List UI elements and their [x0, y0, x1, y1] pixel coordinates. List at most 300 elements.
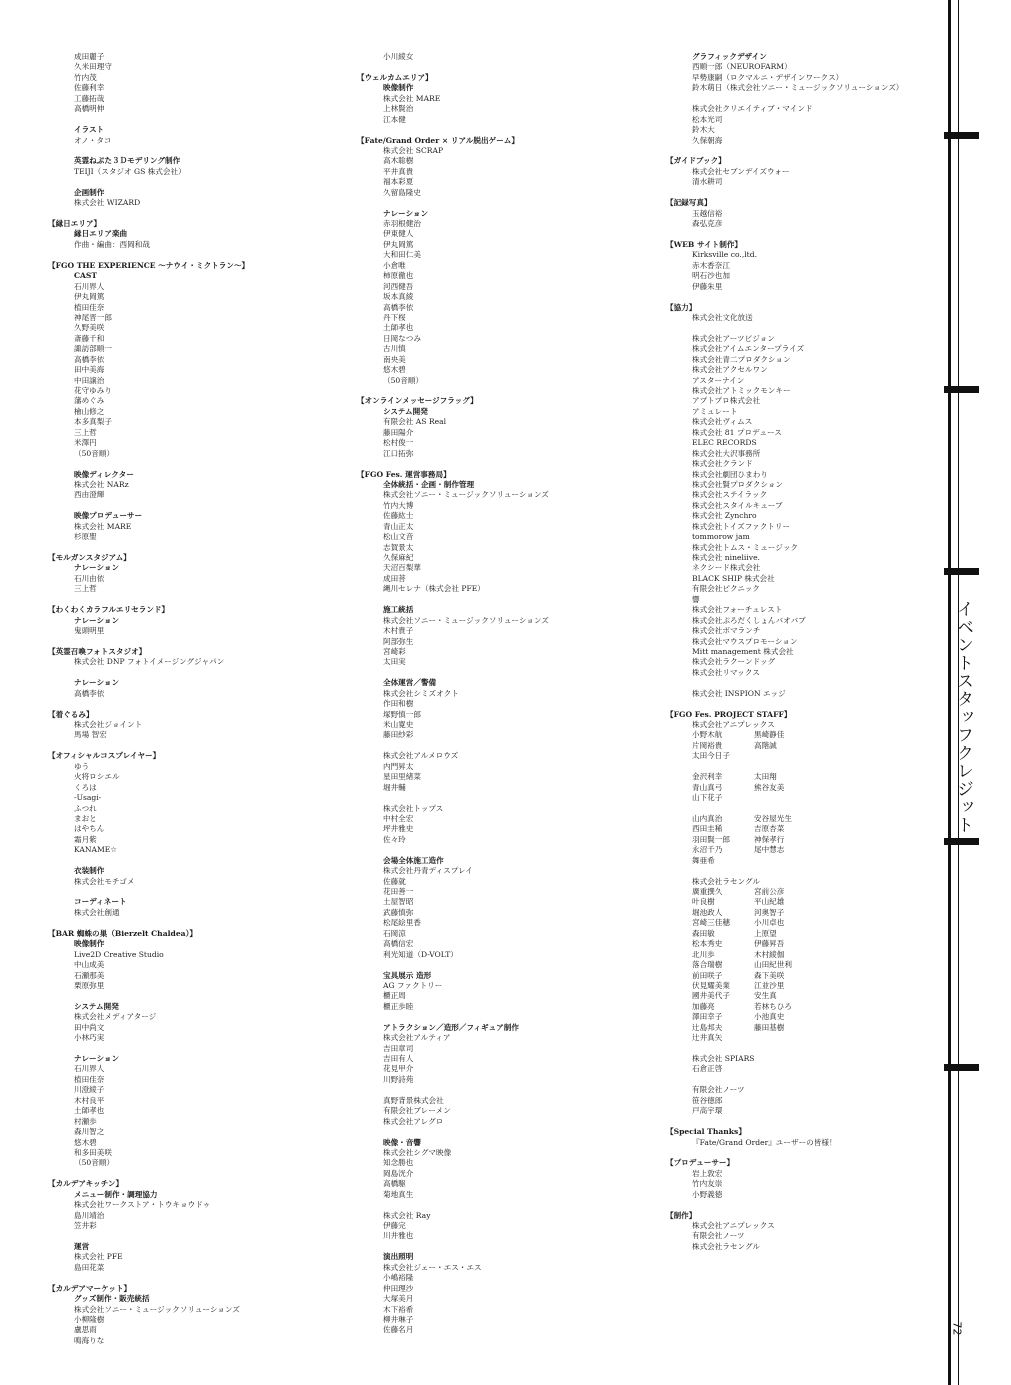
- credit-line: 石川由依: [74, 573, 105, 583]
- credit-line: 志賀景太: [383, 542, 414, 552]
- credit-line: 中山成美: [74, 960, 105, 970]
- credit-line: 馬場 智宏: [74, 730, 107, 740]
- spacer: [357, 459, 657, 469]
- section-heading: 【モルガンスタジアム】: [48, 553, 131, 562]
- credit-line: 久保朝海: [692, 135, 723, 145]
- credit-line: 伊藤朱里: [692, 281, 723, 291]
- role-heading: コーディネート: [74, 897, 127, 907]
- spacer: [357, 1012, 657, 1022]
- credit-line: 石倉正啓: [692, 1064, 723, 1074]
- credit-name-pair: [666, 845, 938, 855]
- credit-name-pair: [666, 730, 938, 740]
- credit-line: 株式会社ぷろだくしょんバオバブ: [692, 615, 806, 625]
- credit-line: KANAME☆: [74, 845, 118, 855]
- section-heading: 【英霊召喚フォトスタジオ】: [48, 646, 147, 656]
- credit-line: 上林賢治: [383, 104, 414, 114]
- role-heading: 企画制作: [74, 187, 105, 197]
- credit-name: 藤田基樹: [754, 1022, 785, 1032]
- credit-line: 株式会社ラセングル: [692, 876, 760, 886]
- credit-line: 株式会社アルメロウズ: [383, 751, 459, 761]
- credit-line: 株式会社創通: [74, 907, 120, 917]
- section-heading: 【FGO Fes. PROJECT STAFF】: [666, 709, 792, 719]
- credit-name: 西田圭稀: [692, 824, 723, 834]
- credit-line: 武藤慎弥: [383, 907, 414, 917]
- spacer: [357, 1085, 657, 1095]
- credit-line: 株式会社ソニー・ミュージックソリューションズ: [383, 615, 549, 625]
- credit-line: 河西健吾: [383, 281, 414, 291]
- credit-name-pair: [666, 783, 938, 793]
- credit-line: 小倉唯: [383, 260, 406, 270]
- credit-line: 株式会社アトミックモンキー: [692, 386, 791, 395]
- credit-name: 青山真弓: [692, 782, 723, 792]
- credit-line: 菊地真生: [383, 1189, 414, 1199]
- credit-line: 作田和樹: [383, 699, 414, 709]
- credit-line: 佐藤利幸: [74, 83, 105, 93]
- role-heading: 英霊ねぷた３Ｄモデリング制作: [74, 156, 181, 166]
- credit-name: 上原望: [754, 928, 777, 938]
- credit-line: 栗原弥里: [74, 980, 105, 990]
- credit-line: 花見甲介: [383, 1064, 414, 1074]
- credit-name-pair: [666, 929, 938, 939]
- credit-line: 土師孝也: [74, 1106, 105, 1116]
- credit-line: 有限会社ピクニック: [692, 584, 760, 594]
- credit-line: 株式会社アクセルワン: [692, 365, 768, 375]
- role-heading: 運営: [74, 1241, 90, 1251]
- role-heading: ナレーション: [74, 563, 120, 573]
- credit-line: 赤木香奈江: [692, 260, 730, 270]
- section-heading: 【カルデアキッチン】: [48, 1179, 124, 1189]
- credit-line: 株式会社ジョイント: [74, 720, 143, 729]
- spacer: [48, 741, 338, 751]
- role-heading: システム開発: [383, 406, 428, 416]
- role-heading: システム開発: [74, 1001, 119, 1011]
- spacer: [48, 1044, 338, 1054]
- spacer: [666, 1044, 938, 1054]
- credit-name: 片岡裕貴: [692, 740, 723, 750]
- credit-line: （50音順）: [383, 375, 424, 385]
- section-heading: 【FGO Fes. 運営事務局】: [357, 469, 451, 479]
- credit-line: 株式会社丹青ディスプレイ: [383, 866, 473, 876]
- credit-line: 村瀬歩: [74, 1116, 97, 1126]
- spacer: [48, 115, 338, 125]
- credit-line: 松山文音: [383, 532, 414, 542]
- credit-line: 米山寛史: [383, 720, 414, 729]
- credit-line: 宮崎彩: [383, 646, 406, 656]
- credit-name-pair: [666, 1023, 938, 1033]
- credit-line: 松尾絵里香: [383, 918, 421, 928]
- rail-tab: [944, 386, 979, 393]
- spacer: [666, 94, 938, 104]
- credit-line: 作曲・編曲：西岡和哉: [74, 239, 150, 249]
- credit-name-pair: [666, 1012, 938, 1022]
- spacer: [666, 1148, 938, 1158]
- credit-line: 悠木碧: [383, 365, 406, 375]
- credit-line: 株式会社ラセングル: [692, 1241, 760, 1251]
- credit-name: 江並沙里: [754, 980, 785, 990]
- credit-name-pair: [666, 824, 938, 834]
- credit-line: 舞亜希: [692, 855, 715, 865]
- credit-line: 江本健: [383, 114, 406, 124]
- credit-line: 株式会社 WIZARD: [74, 198, 141, 208]
- credit-line: 西順一郎（NEUROFARM）: [692, 62, 792, 72]
- spacer: [666, 1075, 938, 1085]
- role-heading: 映像・音響: [383, 1137, 421, 1147]
- credit-line: ふつれ: [74, 803, 97, 813]
- credit-name: 木村綾伽: [754, 949, 785, 959]
- role-heading: 映像プロデューサー: [74, 511, 143, 521]
- credit-line: 久米田理守: [74, 62, 112, 72]
- credit-line: 佐藤就: [383, 876, 406, 886]
- credit-name: 尾中慧志: [754, 845, 785, 855]
- role-heading: 施工統括: [383, 605, 414, 615]
- credit-line: 小野義徳: [692, 1189, 723, 1199]
- credit-name-pair: [666, 939, 938, 949]
- credit-line: BLACK SHIP 株式会社: [692, 573, 775, 583]
- spacer: [48, 501, 338, 511]
- role-heading: CAST: [74, 271, 98, 281]
- credit-line: 天沼百梨華: [383, 563, 421, 573]
- credit-line: ネクシード株式会社: [692, 563, 761, 573]
- role-heading: ナレーション: [74, 1054, 120, 1063]
- credit-name: 堀池政人: [692, 907, 723, 917]
- spacer: [666, 804, 938, 814]
- spacer: [48, 595, 338, 605]
- credit-line: 株式会社ソニー・ミュージックソリューションズ: [383, 490, 549, 500]
- credit-line: まおと: [74, 813, 97, 823]
- credit-line: 伊東健人: [383, 229, 414, 239]
- credit-line: 鈴木大: [692, 125, 715, 135]
- credit-name: 山内真治: [692, 813, 723, 823]
- credit-line: 丹下桜: [383, 312, 406, 322]
- credit-name-pair: [666, 991, 938, 1001]
- credit-line: 土師孝也: [383, 323, 414, 333]
- credit-line: 工藤拓哉: [74, 93, 105, 103]
- section-heading: 【協力】: [666, 302, 697, 312]
- credit-line: 竹内大博: [383, 500, 414, 510]
- credit-line: 塚野慎一郎: [383, 709, 421, 719]
- credit-line: 花田善一: [383, 887, 414, 896]
- credit-name: 小池真史: [754, 1012, 785, 1022]
- credit-line: AG ファクトリー: [383, 980, 443, 990]
- spacer: [666, 323, 938, 333]
- spacer: [357, 125, 657, 135]
- rail-tab: [944, 132, 979, 139]
- spacer: [48, 918, 338, 928]
- spacer: [357, 198, 657, 208]
- role-heading: グラフィックデザイン: [692, 52, 767, 61]
- credit-name: 吉原杏菜: [754, 824, 785, 834]
- credit-line: 株式会社 NARz: [74, 479, 129, 489]
- credit-line: 川澄綾子: [74, 1085, 105, 1095]
- credit-line: 阿部弥生: [383, 636, 414, 646]
- spacer: [48, 543, 338, 553]
- section-heading: 【わくわくカラフルエリセランド】: [48, 605, 170, 615]
- spacer: [48, 991, 338, 1001]
- spacer: [48, 146, 338, 156]
- credit-line: 株式会社ジェー・エス・エス: [383, 1262, 482, 1272]
- credit-line: 小林巧実: [74, 1033, 105, 1043]
- credit-line: 石川界人: [74, 1064, 105, 1074]
- credit-line: 神尾晋一郎: [74, 312, 112, 322]
- credit-line: 植田佳奈: [74, 302, 105, 312]
- credit-name-pair: [666, 918, 938, 928]
- section-heading: 【プロデューサー】: [666, 1158, 735, 1168]
- credit-line: 霜月紫: [74, 834, 97, 844]
- role-heading: アトラクション／造形／フィギュア制作: [383, 1022, 519, 1032]
- credit-line: 仲田理沙: [383, 1283, 414, 1293]
- credit-name: 小野木航: [692, 730, 723, 740]
- credit-line: 真野背景株式会社: [383, 1095, 444, 1105]
- spacer: [48, 699, 338, 709]
- credit-line: 杉原聖: [74, 532, 97, 542]
- credit-line: 本多真梨子: [74, 417, 112, 427]
- credit-line: 株式会社リマックス: [692, 667, 760, 677]
- credit-name: 平山紀雄: [754, 897, 785, 907]
- credit-line: 木村良平: [74, 1095, 105, 1105]
- spacer: [357, 741, 657, 751]
- credit-line: 太田今日子: [692, 751, 730, 761]
- credit-line: 竹内友崇: [692, 1179, 723, 1189]
- spacer: [666, 188, 938, 198]
- spacer: [666, 678, 938, 688]
- credit-line: 小嶋裕隆: [383, 1273, 414, 1283]
- credit-line: 早勢康嗣（ロクマルニ・デザインワークス）: [692, 72, 844, 82]
- spacer: [48, 209, 338, 219]
- credit-line: 株式会社アレグロ: [383, 1116, 444, 1126]
- credit-line: Mitt management 株式会社: [692, 646, 794, 656]
- credit-name: 小川卓也: [754, 918, 785, 928]
- credit-line: 堀井輔: [383, 782, 406, 792]
- credit-line: 成田麗子: [74, 52, 105, 61]
- credit-line: 辻井真矢: [692, 1033, 723, 1043]
- credit-line: Live2D Creative Studio: [74, 949, 164, 959]
- credit-line: 高橋駆: [383, 1179, 406, 1189]
- credit-line: 坪井雅史: [383, 824, 414, 834]
- role-heading: 演出照明: [383, 1252, 414, 1262]
- spacer: [666, 229, 938, 239]
- credit-line: はやちん: [74, 824, 105, 834]
- credit-line: 株式会社 INSPION エッジ: [692, 688, 786, 698]
- spacer: [666, 292, 938, 302]
- credit-line: 高橋信宏: [383, 939, 414, 949]
- credit-name: 松本秀史: [692, 939, 723, 949]
- credit-line: -Usagi-: [74, 793, 102, 803]
- credit-line: 笠井彩: [74, 1221, 97, 1230]
- credit-line: 株式会社大沢事務所: [692, 448, 761, 458]
- credit-line: 響: [692, 594, 700, 604]
- credit-name: 安谷屋光生: [754, 813, 792, 823]
- role-heading: ナレーション: [383, 208, 429, 218]
- role-heading: グッズ制作・販売統括: [74, 1294, 150, 1304]
- credit-line: 大和田仁美: [383, 250, 421, 260]
- credit-line: 株式会社スタイルキューブ: [692, 500, 783, 510]
- credit-line: 中村全宏: [383, 813, 414, 823]
- credit-name: 宮崎三佳穂: [692, 918, 730, 928]
- credit-line: 櫃正周: [383, 991, 406, 1001]
- credit-line: 株式会社 Zynchro: [692, 511, 757, 521]
- credit-line: 利光知道（D-VOLT）: [383, 949, 458, 959]
- section-title-vertical: イベントスタッフクレジット: [953, 600, 973, 834]
- credit-line: 清水耕司: [692, 177, 723, 187]
- section-heading: 【制作】: [666, 1210, 697, 1220]
- credit-line: 檜山修之: [74, 406, 105, 416]
- credit-line: アスターナイン: [692, 375, 745, 385]
- credit-line: 株式会社トップス: [383, 803, 444, 813]
- spacer: [48, 637, 338, 647]
- credit-line: 福本彩夏: [383, 177, 414, 187]
- credit-line: アプトプロ株式会社: [692, 396, 761, 406]
- credit-line: 戸高宇環: [692, 1106, 723, 1116]
- credit-line: 松本光司: [692, 114, 723, 124]
- credit-line: 松村俊一: [383, 438, 414, 448]
- credit-line: 平井真貴: [383, 166, 414, 176]
- credit-line: 株式会社ヴィムス: [692, 417, 753, 427]
- credit-line: 明石沙也加: [692, 271, 730, 281]
- credit-name: 前田咲子: [692, 970, 723, 980]
- credit-line: 太田実: [383, 657, 406, 667]
- credit-line: 株式会社 MARE: [383, 93, 441, 103]
- credit-line: 株式会社マウスプロモーション: [692, 636, 798, 646]
- credit-line: 岡島洸介: [383, 1168, 414, 1178]
- credit-line: ELEC RECORDS: [692, 438, 757, 448]
- credit-name: 北川歩: [692, 949, 715, 959]
- credit-line: 柿原徹也: [383, 271, 414, 281]
- spacer: [357, 386, 657, 396]
- credit-line: 日岡なつみ: [383, 333, 421, 343]
- credits-column-1: [48, 52, 338, 1346]
- credit-line: 株式会社 PFE: [74, 1252, 123, 1262]
- spacer: [666, 1117, 938, 1127]
- rail-tab: [944, 1064, 979, 1071]
- credit-line: 竹内茂: [74, 72, 97, 82]
- credit-line: 株式会社 MARE: [74, 521, 132, 531]
- rail-tab: [944, 568, 979, 575]
- credit-line: 株式会社トイズファクトリー: [692, 521, 791, 531]
- spacer: [357, 595, 657, 605]
- credit-line: 藤田陽介: [383, 427, 414, 437]
- credit-line: アミュレート: [692, 406, 738, 416]
- credit-line: 株式会社アルティア: [383, 1033, 451, 1043]
- credit-line: 石川界人: [74, 281, 105, 291]
- credit-name: 澤田幸子: [692, 1012, 723, 1022]
- section-heading: 【ウェルカムエリア】: [357, 72, 433, 82]
- role-heading: 宝具展示 造形: [383, 970, 432, 980]
- credit-line: 株式会社賢プロダクション: [692, 479, 783, 489]
- credit-line: 三上哲: [74, 584, 97, 594]
- credit-line: 株式会社トムス・ミュージック: [692, 542, 799, 552]
- credit-line: 笹谷徳郎: [692, 1095, 723, 1105]
- credit-line: 植田佳奈: [74, 1074, 105, 1084]
- spacer: [48, 459, 338, 469]
- credit-line: 山下花子: [692, 793, 723, 803]
- credit-line: 中田譲治: [74, 375, 105, 385]
- credit-line: 有限会社ノーツ: [692, 1085, 745, 1095]
- credit-line: 島川靖治: [74, 1210, 105, 1220]
- credit-line: Kirksville co.,ltd.: [692, 250, 757, 260]
- credit-line: TEIJI（スタジオ GS 株式会社）: [74, 166, 186, 176]
- role-heading: ナレーション: [74, 678, 120, 688]
- credit-line: 斎藤千和: [74, 333, 105, 343]
- credit-line: 鬼頭明里: [74, 626, 105, 636]
- credit-name: 若林ちひろ: [754, 1001, 792, 1011]
- credit-line: 株式会社 81 プロデュース: [692, 427, 782, 437]
- credit-line: 佐々玲: [383, 834, 406, 844]
- credit-line: 吉田有人: [383, 1054, 414, 1063]
- credit-line: 田中尚文: [74, 1022, 105, 1032]
- spacer: [48, 250, 338, 260]
- role-heading: 映像制作: [383, 83, 414, 93]
- credit-line: 株式会社 SCRAP: [383, 145, 444, 155]
- credit-line: 有限会社 AS Real: [383, 417, 447, 427]
- credit-line: 坂本真綾: [383, 292, 414, 302]
- credit-line: 小川綾女: [383, 52, 414, 61]
- spacer: [48, 1231, 338, 1241]
- credit-line: 知念勝也: [383, 1158, 414, 1168]
- credit-line: 島田花菜: [74, 1262, 105, 1272]
- page-number: 72: [950, 1321, 964, 1336]
- credit-name: 安生真: [754, 991, 777, 1001]
- credit-line: 有限会社ノーツ: [692, 1231, 745, 1241]
- credit-line: 佐藤紘士: [383, 511, 414, 521]
- credit-line: 株式会社劇団ひまわり: [692, 469, 768, 479]
- section-heading: 【ガイドブック】: [666, 156, 726, 166]
- credit-line: 株式会社アイムエンタープライズ: [692, 344, 805, 354]
- credit-line: 鳴海りな: [74, 1335, 105, 1345]
- credit-line: 南央美: [383, 354, 406, 364]
- credit-name: 黒崎静佳: [754, 730, 785, 740]
- credit-line: 玉越信裕: [692, 208, 723, 218]
- credit-line: 株式会社ソニー・ミュージックソリューションズ: [74, 1304, 240, 1314]
- credit-name-pair: [666, 835, 938, 845]
- role-heading: イラスト: [74, 125, 105, 135]
- credit-line: 株式会社メディアタージ: [74, 1012, 157, 1022]
- credit-line: 株式会社アニプレックス: [692, 720, 775, 729]
- credit-line: 株式会社 nineliive.: [692, 553, 760, 562]
- credit-name-pair: [666, 908, 938, 918]
- credit-name: 永沼千乃: [692, 845, 723, 855]
- credit-line: 株式会社モチゴメ: [74, 876, 135, 886]
- credit-line: 鈴木萌日（株式会社ソニー・ミュージックソリューションズ）: [692, 83, 904, 93]
- section-heading: 【BAR 蜘蛛の巣（Bierzelt Chaldea）】: [48, 928, 197, 938]
- role-heading: 縁日エリア楽曲: [74, 229, 128, 239]
- credit-line: 縄川セレナ（株式会社 PFE）: [383, 584, 485, 594]
- credit-line: 伊藤完: [383, 1221, 406, 1230]
- credit-line: 和多田美咲: [74, 1147, 112, 1157]
- credit-line: 内門昇太: [383, 761, 414, 771]
- credit-line: 土屋智昭: [383, 897, 414, 907]
- credit-line: 藩めぐみ: [74, 396, 105, 406]
- credit-line: tommorow jam: [692, 532, 750, 542]
- credit-line: 久留島隆史: [383, 187, 421, 197]
- credits-column-2: [357, 52, 657, 1336]
- spacer: [666, 866, 938, 876]
- role-heading: 会場全体施工造作: [383, 855, 444, 865]
- credit-line: 木村貴子: [383, 626, 414, 636]
- credit-line: 株式会社 DNP フォトイメージングジャパン: [74, 657, 225, 667]
- spacer: [666, 1200, 938, 1210]
- credit-line: 有限会社ブレーメン: [383, 1106, 451, 1116]
- credit-line: 櫃正歩睦: [383, 1001, 414, 1011]
- credit-name: 落合瑞樹: [692, 960, 723, 970]
- credit-line: 赤羽根健治: [383, 219, 421, 228]
- credit-line: 三上哲: [74, 427, 97, 437]
- credit-line: 大塚美月: [383, 1294, 414, 1304]
- role-heading: 映像ディレクター: [74, 469, 134, 479]
- credit-line: 株式会社 SPIARS: [692, 1054, 755, 1063]
- credit-name: 森田敏: [692, 928, 715, 938]
- credit-line: 高橋明伸: [74, 104, 105, 114]
- credit-line: 高木聡樹: [383, 156, 414, 166]
